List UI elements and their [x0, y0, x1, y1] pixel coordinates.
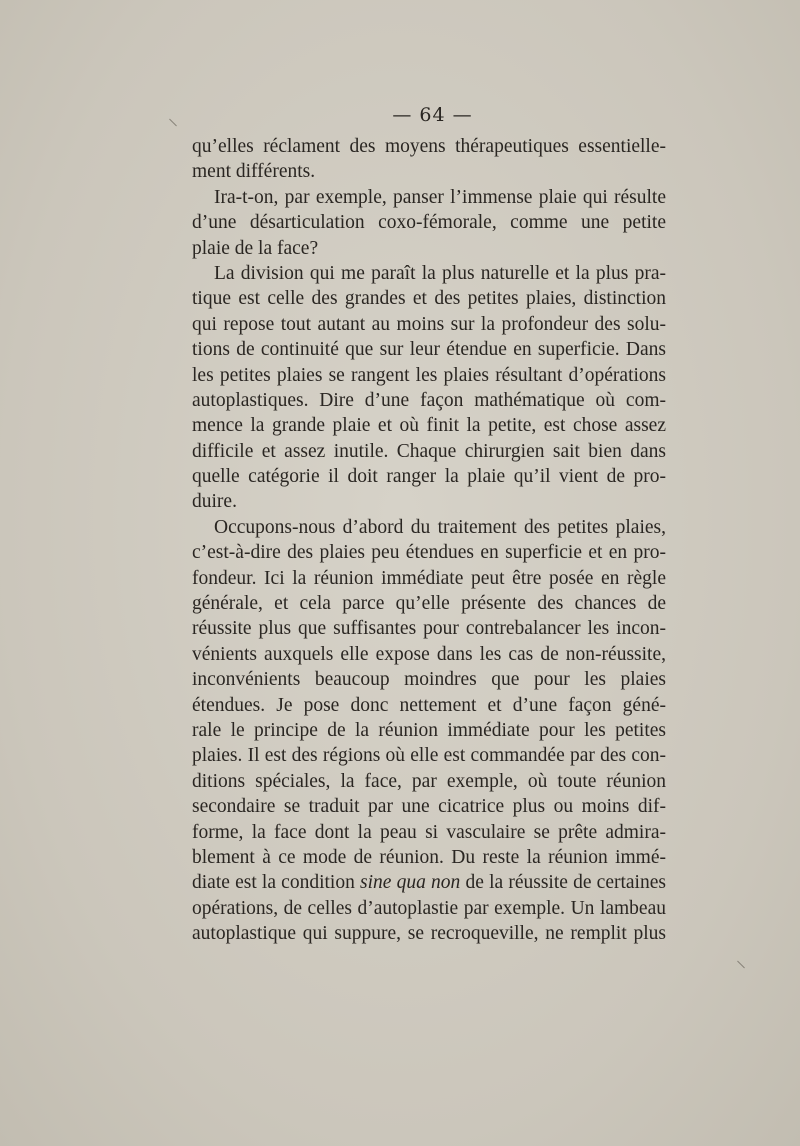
text-line: secondaire se traduit par une cicatrice plus ou moins dif-: [192, 796, 666, 818]
text-line: duire.: [192, 491, 237, 513]
text-line: tique est celle des grandes et des petites plaies, distinction: [192, 288, 666, 310]
text-line: blement à ce mode de réunion. Du reste la réunion immé-: [192, 846, 666, 868]
text-line: opérations, de celles d’autoplastie par exemple. Un lambeau: [192, 897, 666, 919]
text-line: qu’elles réclament des moyens thérapeutiques essentielle-: [192, 136, 666, 157]
text-line: ment différents.: [192, 161, 316, 183]
text-line: étendues. Je pose donc nettement et d’une façon géné-: [192, 694, 666, 716]
text-line: La division qui me paraît la plus naturelle et la plus pra-: [214, 262, 666, 284]
text-line: autoplastique qui suppure, se recroqueville, ne remplit plus: [192, 923, 666, 945]
text-line: réussite plus que suffisantes pour contrebalancer les incon-: [192, 618, 666, 640]
text-line: Occupons-nous d’abord du traitement des petites plaies,: [214, 516, 666, 538]
text-line: qui repose tout autant au moins sur la profondeur des solu-: [192, 313, 666, 335]
text-line: vénients auxquels elle expose dans les cas de non-réussite,: [192, 643, 666, 665]
text-line: c’est-à-dire des plaies peu étendues en superficie et en pro-: [192, 542, 666, 564]
text-line: tions de continuité que sur leur étendue en superficie. Dans: [192, 339, 666, 361]
page-number: — 64 —: [392, 104, 473, 126]
text-line: fondeur. Ici la réunion immédiate peut être posée en règle: [192, 567, 666, 589]
text-segment: diate est la condition: [192, 872, 361, 894]
text-line: plaie de la face?: [192, 237, 319, 259]
text-line: difficile et assez inutile. Chaque chirurgien sait bien dans: [192, 440, 666, 462]
text-line: mence la grande plaie et où finit la petite, est chose assez: [192, 415, 666, 437]
body-text: [192, 134, 666, 947]
text-line: forme, la face dont la peau si vasculaire se prête admira-: [192, 821, 666, 843]
text-line: autoplastiques. Dire d’une façon mathématique où com-: [192, 389, 666, 411]
text-line: Ira-t-on, par exemple, panser l’immense plaie qui résulte: [214, 186, 666, 208]
text-line: quelle catégorie il doit ranger la plaie qu’il vient de pro-: [192, 466, 666, 488]
text-line: générale, et cela parce qu’elle présente des chances de: [192, 593, 666, 615]
text-line: inconvénients beaucoup moindres que pour les plaies: [192, 669, 666, 691]
text-line: ditions spéciales, la face, par exemple, où toute réunion: [192, 770, 666, 792]
text-line: d’une désarticulation coxo-fémorale, comme une petite: [192, 212, 666, 234]
italic-phrase: sine qua non: [360, 872, 461, 894]
text-segment: de la réussite de certaines: [460, 872, 666, 894]
text-line: les petites plaies se rangent les plaies résultant d’opérations: [192, 364, 666, 386]
text-line: plaies. Il est des régions où elle est commandée par des con-: [192, 745, 666, 767]
text-line: [192, 870, 666, 895]
paper-mark: [737, 961, 745, 969]
text-line: rale le principe de la réunion immédiate pour les petites: [192, 719, 666, 741]
